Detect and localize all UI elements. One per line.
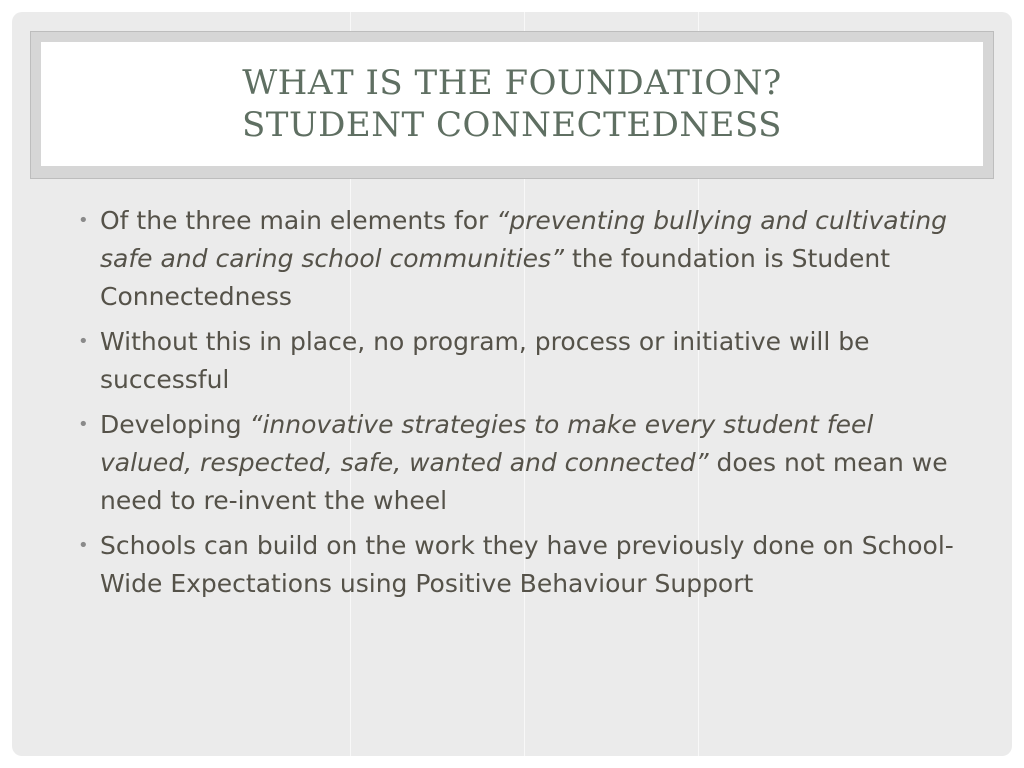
bullet-list <box>72 202 972 603</box>
bullet-dot-icon: • <box>78 210 89 231</box>
bullet-item <box>72 527 972 603</box>
bullet-text: Without this in place, no program, process or initiative will be successful <box>100 327 870 394</box>
bullet-item <box>72 202 972 316</box>
bullet-text: does not mean we need to re-invent the wheel <box>100 448 948 515</box>
bullet-text: Developing <box>100 410 250 439</box>
bullet-item <box>72 406 972 520</box>
slide-title-line-1: WHAT IS THE FOUNDATION? <box>242 63 782 103</box>
bullet-quote: “innovative strategies to make every student feel valued, respected, safe, wanted and connected” <box>100 410 874 477</box>
bullet-quote: “preventing bullying and cultivating safe and caring school communities” <box>100 206 948 273</box>
bullet-dot-icon: • <box>78 535 89 556</box>
title-frame <box>30 31 994 179</box>
bullet-dot-icon: • <box>78 331 89 352</box>
bullet-text: Of the three main elements for <box>100 206 497 235</box>
slide <box>12 12 1012 756</box>
bullet-item <box>72 323 972 399</box>
slide-content <box>72 202 972 610</box>
bullet-dot-icon: • <box>78 414 89 435</box>
bullet-text: the foundation is Student Connectedness <box>100 244 891 311</box>
bullet-text: Schools can build on the work they have previously done on School-Wide Expectations using Positive Behaviour Support <box>100 531 954 598</box>
slide-title-line-2: STUDENT CONNECTEDNESS <box>242 105 782 145</box>
title-box <box>41 42 983 166</box>
